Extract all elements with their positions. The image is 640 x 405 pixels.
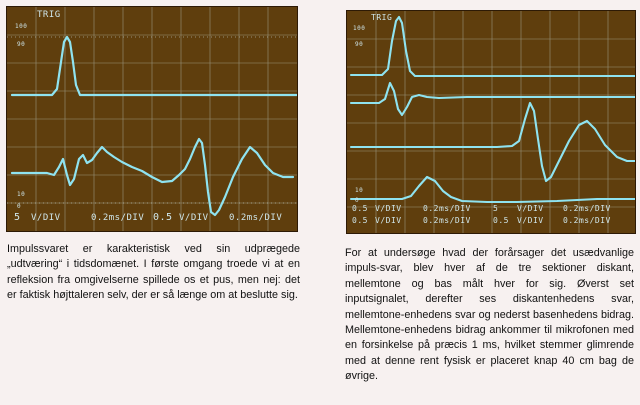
caption-left: Impulssvaret er karakteristisk ved sin udprægede „udtværing“ i tidsdomænet. I første omgang troede vi at en refleksion fra omgivelserne spillede os et pus, men nej: det er faktisk højttaleren selv, der er så længe om at beslutte sig. [7,243,300,302]
trig-label: TRIG [371,13,393,22]
readout-bottom-ch1-volts: 0.5 [352,216,368,225]
oscilloscope-screen-left [6,6,298,232]
readout-top-ch1-timebase: 0.2ms/DIV [423,204,471,213]
readout-bottom-ch1-timebase: 0.2ms/DIV [423,216,471,225]
scope-right-graticule-and-traces [347,11,635,233]
readout-ch1-volts: 5 [14,212,21,223]
scale-mark-10: 10 [17,191,26,198]
readout-bottom-ch2-volts: 0.5 [493,216,509,225]
trig-label: TRIG [37,10,61,20]
scale-mark-100: 100 [353,25,366,32]
readout-ch2-vdiv: V/DIV [179,213,209,223]
scale-mark-10: 10 [355,187,364,194]
oscilloscope-screen-right [346,10,636,234]
scale-mark-90: 90 [17,41,26,48]
readout-ch2-volts: 0.5 [153,212,173,223]
readout-bottom-ch2-vdiv: V/DIV [517,216,544,225]
readout-bottom-ch2-timebase: 0.2ms/DIV [563,216,611,225]
readout-ch1-vdiv: V/DIV [31,213,61,223]
readout-ch2-timebase: 0.2ms/DIV [229,213,283,223]
caption-right: For at undersøge hvad der forårsager det usædvanlige impuls-svar, blev hver af de tre sektioner diskant, mellemtone og bas målt hver for sig. Øverst set inputsignalet, derefter ses diskantenhedens svar, mellemtone-enhedens svar og nederst basenhedens bidrag. Mellemtone-enhedens bidrag ankommer til mikrofonen med en forsinkelse på præcis 1 ms, hvilket stemmer glimrende med at denne rent fysisk er placeret knap 40 cm bag de øvrige. [345,247,634,383]
scale-mark-100: 100 [15,23,28,30]
tweeter-response-trace [351,83,635,115]
readout-top-ch2-vdiv: V/DIV [517,204,544,213]
midrange-response-trace [351,103,635,181]
readout-ch1-timebase: 0.2ms/DIV [91,213,145,223]
scale-mark-0: 0 [355,197,360,204]
woofer-response-trace [351,177,635,202]
input-impulse-trace [12,37,297,95]
readout-top-ch2-volts: 5 [493,204,499,213]
speaker-impulse-response-trace [12,139,293,215]
graticule-grid [7,7,297,231]
readout-top-ch1-vdiv: V/DIV [375,204,402,213]
scale-mark-90: 90 [355,41,364,48]
readout-bottom-ch1-vdiv: V/DIV [375,216,402,225]
scope-left-graticule-and-traces [7,7,297,231]
readout-top-ch2-timebase: 0.2ms/DIV [563,204,611,213]
scale-mark-0: 0 [17,203,22,210]
readout-top-ch1-volts: 0.5 [352,204,368,213]
